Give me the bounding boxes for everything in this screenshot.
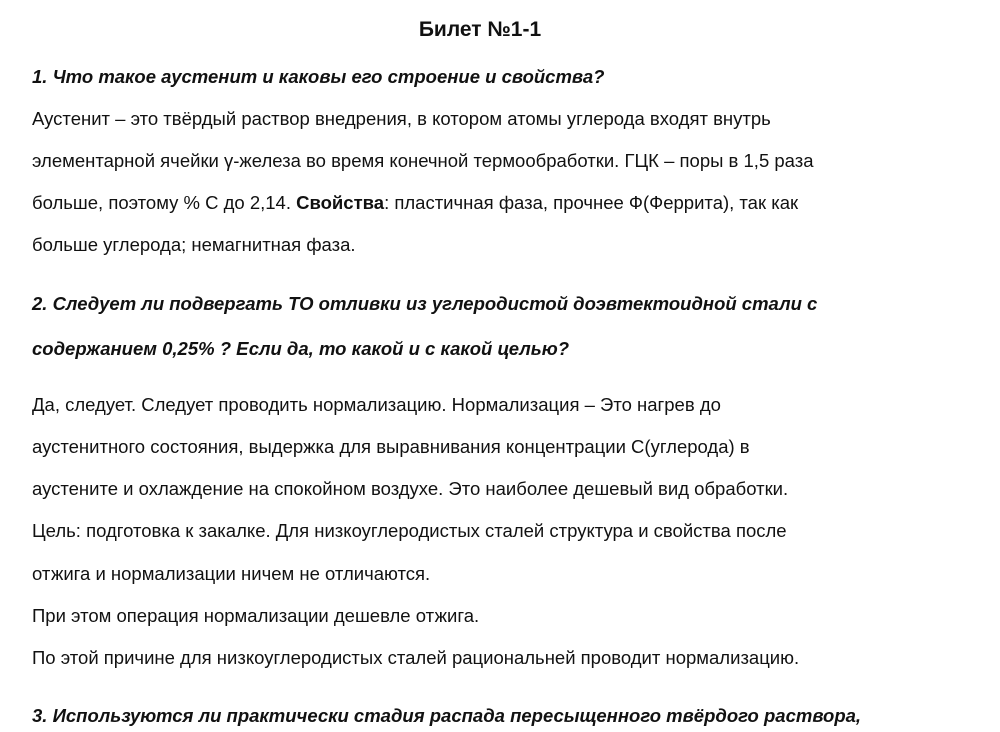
answer-1-line-1: Аустенит – это твёрдый раствор внедрения, в котором атомы углерода входят внутрь [32, 108, 771, 129]
answer-2-line-7: По этой причине для низкоуглеродистых сталей рациональней проводит нормализацию. [32, 647, 800, 668]
answer-2-line-6: При этом операция нормализации дешевле отжига. [32, 605, 480, 626]
question-3-heading-line-1: 3. Используются ли практически стадия распада пересыщенного твёрдого раствора, [32, 705, 862, 726]
ticket-title: Билет №1-1 [418, 18, 542, 41]
question-2-heading-line-1: 2. Следует ли подвергать ТО отливки из углеродистой доэвтектоидной стали с [32, 293, 818, 314]
question-1-heading: 1. Что такое аустенит и каковы его строение и свойства? [32, 66, 605, 87]
answer-1-line-2: элементарной ячейки γ-железа во время конечной термообработки. ГЦК – поры в 1,5 раза [32, 150, 814, 171]
answer-2-line-1: Да, следует. Следует проводить нормализацию. Нормализация – Это нагрев до [32, 394, 721, 415]
answer-1-line-3-start: больше, поэтому % С до 2,14. [32, 192, 297, 213]
properties-label: Свойства [296, 192, 385, 213]
question-2-heading-line-2: содержанием 0,25% ? Если да, то какой и с какой целью? [32, 338, 570, 359]
answer-1-line-3-end: : пластичная фаза, прочнее Ф(Феррита), так как [384, 192, 799, 213]
answer-2-line-5: отжига и нормализации ничем не отличаются. [32, 563, 431, 584]
answer-2-line-2: аустенитного состояния, выдержка для выравнивания концентрации С(углерода) в [32, 436, 750, 457]
answer-1-line-4: больше углерода; немагнитная фаза. [32, 234, 356, 255]
answer-1-line-3 [32, 190, 798, 216]
answer-2-line-3: аустените и охлаждение на спокойном воздухе. Это наиболее дешевый вид обработки. [32, 478, 789, 499]
answer-2-line-4: Цель: подготовка к закалке. Для низкоуглеродистых сталей структура и свойства после [32, 520, 787, 541]
